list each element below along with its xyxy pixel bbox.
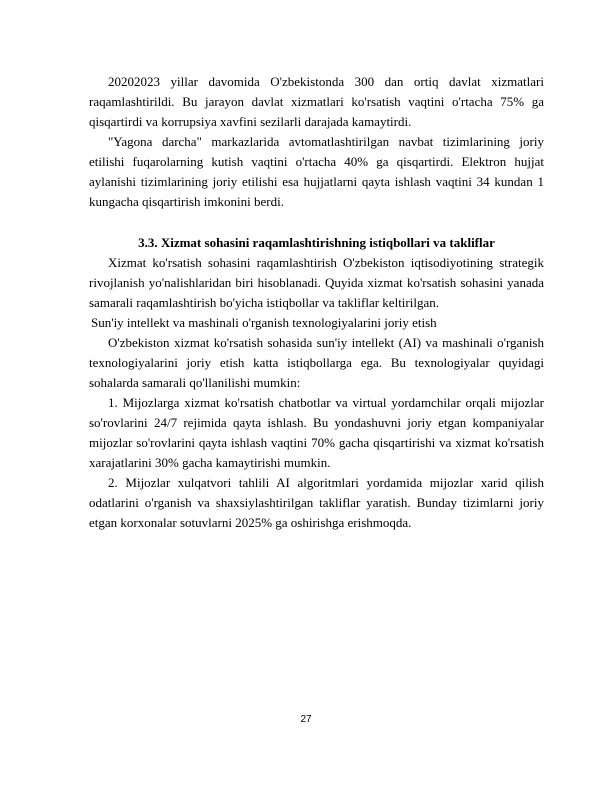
paragraph-intro: Xizmat ko'rsatish sohasini raqamlashtirish O'zbekiston iqtisodiyotining strategik rivojlanish yo'nalishlaridan biri hisoblanadi. Quyida xizmat ko'rsatish sohasini yanada samarali raqamlashtirish bo'yicha istiqbollar va takliflar keltirilgan.: [89, 255, 544, 310]
paragraph-ai-prospects: O'zbekiston xizmat ko'rsatish sohasida sun'iy intellekt (AI) va mashinali o'rganish texnologiyalarini joriy etish katta istiqbollarga ega. Bu texnologiyalar quyidagi sohalarda samarali qo'llanilishi mumkin:: [89, 335, 544, 390]
spacer: [89, 212, 544, 220]
section-heading: 3.3. Xizmat sohasini raqamlashtirishning istiqbollari va takliflar: [138, 235, 495, 250]
page-number: 27: [300, 714, 312, 725]
document-body: [89, 72, 544, 533]
paragraph-customer-behavior: 2. Mijozlar xulqatvori tahlili AI algoritmlari yordamida mijozlar xarid qilish odatlarini o'rganish va shaxsiylashtirilgan takliflar yaratish. Bunday tizimlarni joriy etgan korxonalar sotuvlarni 2025% ga oshirishga erishmoqda.: [89, 475, 544, 530]
paragraph-digitized-services: 20202023 yillar davomida O'zbekistonda 300 dan ortiq davlat xizmatlari raqamlashtirildi. Bu jarayon davlat xizmatlari ko'rsatish vaqtini o'rtacha 75% ga qisqartirdi va korrupsiya xavfini sezilarli darajada kamaytirdi.: [89, 74, 544, 129]
paragraph-single-window: "Yagona darcha" markazlarida avtomatlashtirilgan navbat tizimlarining joriy etilishi fuqarolarning kutish vaqtini o'rtacha 40% ga qisqartirdi. Elektron hujjat aylanishi tizimlarining joriy etilishi esa hujjatlarni qayta ishlash vaqtini 34 kundan 1 kungacha qisqartirish imkonini berdi.: [89, 134, 544, 209]
subheading-ai: Sun'iy intellekt va mashinali o'rganish texnologiyalarini joriy etish: [91, 315, 437, 330]
paragraph-customer-service: 1. Mijozlarga xizmat ko'rsatish chatbotlar va virtual yordamchilar orqali mijozlar so'rovlarini 24/7 rejimida qayta ishlash. Bu yondashuvni joriy etgan kompaniyalar mijozlar so'rovlarini qayta ishlash vaqtini 70% gacha qisqartirishi va xizmat ko'rsatish xarajatlarini 30% gacha kamaytirishi mumkin.: [89, 395, 544, 470]
